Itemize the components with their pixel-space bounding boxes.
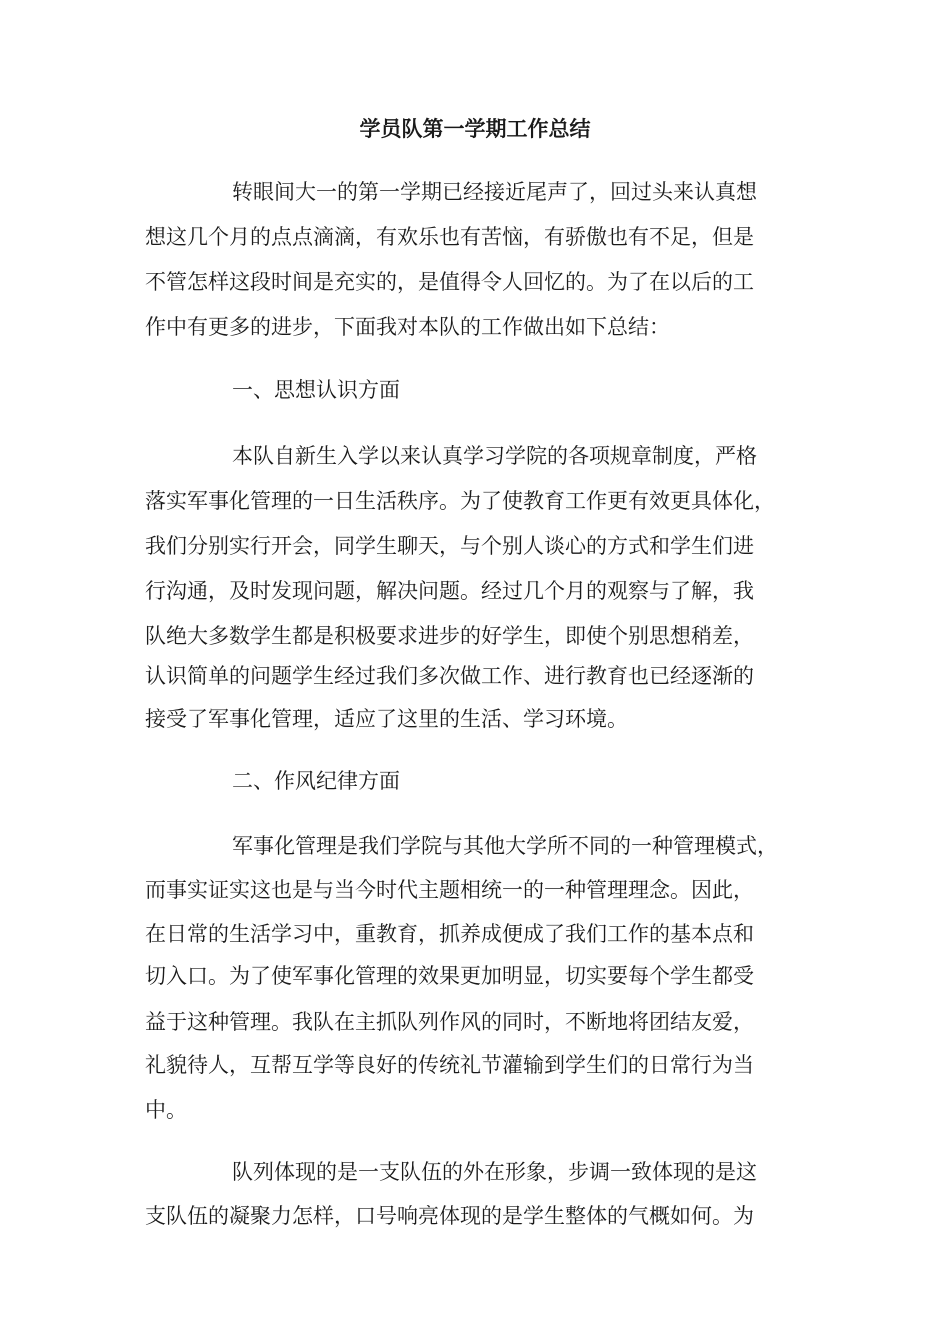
paragraph-line: 接受了军事化管理，适应了这里的生活、学习环境。 [145, 707, 628, 731]
paragraph-line: 本队自新生入学以来认真学习学院的各项规章制度，严格 [232, 444, 757, 468]
paragraph-line: 队绝大多数学生都是积极要求进步的好学生，即使个别思想稍差， [145, 624, 754, 648]
paragraph-line: 而事实证实这也是与当今时代主题相统一的一种管理理念。因此， [145, 878, 754, 902]
paragraph-line: 落实军事化管理的一日生活秩序。为了使教育工作更有效更具体化， [145, 489, 775, 513]
document-title: 学员队第一学期工作总结 [359, 116, 591, 141]
paragraph-line: 转眼间大一的第一学期已经接近尾声了，回过头来认真想 [232, 180, 757, 204]
paragraph-line: 不管怎样这段时间是充实的，是值得令人回忆的。为了在以后的工 [145, 270, 754, 294]
paragraph-line: 在日常的生活学习中，重教育，抓养成便成了我们工作的基本点和 [145, 922, 754, 946]
paragraph-line: 作中有更多的进步，下面我对本队的工作做出如下总结： [145, 315, 670, 339]
paragraph-line: 队列体现的是一支队伍的外在形象，步调一致体现的是这 [232, 1160, 757, 1184]
paragraph-line: 认识简单的问题学生经过我们多次做工作、进行教育也已经逐渐的 [145, 664, 754, 688]
paragraph-line: 支队伍的凝聚力怎样，口号响亮体现的是学生整体的气概如何。为 [145, 1204, 754, 1228]
paragraph-line: 礼貌待人，互帮互学等良好的传统礼节灌输到学生们的日常行为当 [145, 1053, 754, 1077]
paragraph-line: 中。 [145, 1098, 187, 1122]
paragraph-line: 我们分别实行开会，同学生聊天，与个别人谈心的方式和学生们进 [145, 534, 754, 558]
paragraph-line: 行沟通，及时发现问题，解决问题。经过几个月的观察与了解，我 [145, 579, 754, 603]
section-heading: 一、思想认识方面 [232, 378, 400, 402]
paragraph-line: 想这几个月的点点滴滴，有欢乐也有苦恼，有骄傲也有不足，但是 [145, 225, 754, 249]
paragraph-line: 益于这种管理。我队在主抓队列作风的同时，不断地将团结友爱， [145, 1010, 754, 1034]
section-heading: 二、作风纪律方面 [232, 769, 400, 793]
paragraph-line: 切入口。为了使军事化管理的效果更加明显，切实要每个学生都受 [145, 964, 754, 988]
paragraph-line: 军事化管理是我们学院与其他大学所不同的一种管理模式， [232, 834, 778, 858]
